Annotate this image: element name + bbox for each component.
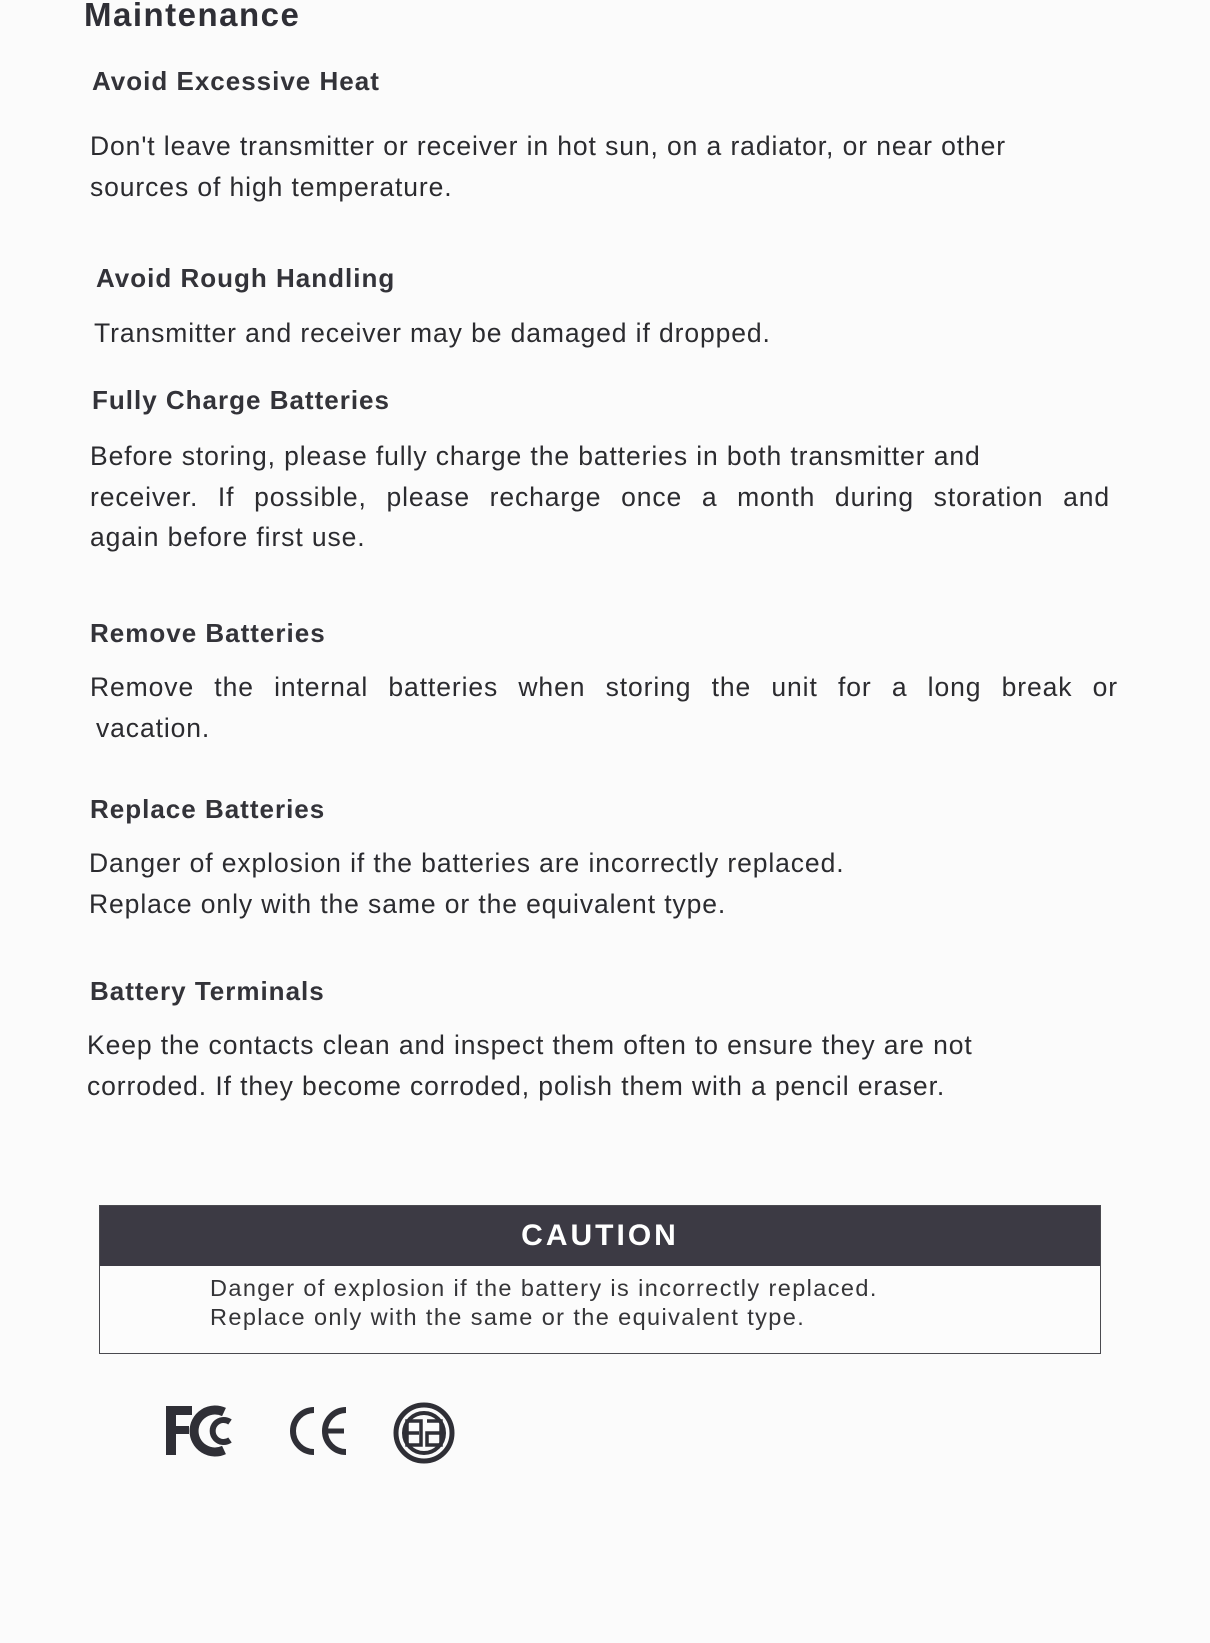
paragraph-line: Before storing, please fully charge the batteries in both transmitter and	[90, 441, 981, 471]
paragraph-line: again before first use.	[90, 522, 366, 552]
paragraph-replace-batteries	[89, 843, 844, 924]
paragraph-line: corroded. If they become corroded, polish them with a pencil eraser.	[87, 1070, 946, 1101]
paragraph-line: Remove the internal batteries when storing the unit for a long break or	[90, 672, 1118, 702]
paragraph-remove-batteries	[90, 667, 1118, 748]
paragraph-line: Danger of explosion if the batteries are incorrectly replaced.	[89, 848, 845, 878]
caution-line: Danger of explosion if the battery is incorrectly replaced.	[210, 1275, 878, 1301]
heading-replace-batteries: Replace Batteries	[90, 794, 326, 824]
paragraph-line: Keep the contacts clean and inspect them often to ensure they are not	[87, 1030, 973, 1060]
caution-title: CAUTION	[100, 1206, 1100, 1266]
ce-mark-icon	[284, 1402, 350, 1460]
paragraph-line: Replace only with the same or the equivalent type.	[89, 888, 727, 919]
heading-remove-batteries: Remove Batteries	[90, 618, 326, 648]
paragraph-avoid-excessive-heat	[90, 126, 1006, 207]
fcc-logo-icon	[164, 1402, 246, 1460]
paragraph-line: receiver. If possible, please recharge once a month during storation and	[90, 481, 1110, 512]
page-title: Maintenance	[84, 0, 301, 33]
heading-fully-charge-batteries: Fully Charge Batteries	[92, 385, 390, 415]
caution-body	[100, 1266, 1100, 1332]
paragraph-line: vacation.	[96, 712, 211, 743]
paragraph-fully-charge-batteries	[90, 436, 1110, 558]
paragraph-line: sources of high temperature.	[90, 171, 453, 202]
heading-battery-terminals: Battery Terminals	[90, 976, 325, 1006]
ek-mark-icon	[391, 1402, 457, 1464]
caution-line: Replace only with the same or the equivalent type.	[210, 1304, 806, 1330]
caution-box	[99, 1205, 1101, 1354]
paragraph-line: Transmitter and receiver may be damaged if dropped.	[94, 318, 771, 348]
heading-avoid-rough-handling: Avoid Rough Handling	[96, 263, 396, 293]
paragraph-battery-terminals	[87, 1025, 973, 1106]
heading-avoid-excessive-heat: Avoid Excessive Heat	[92, 66, 380, 96]
paragraph-avoid-rough-handling	[94, 313, 771, 354]
paragraph-line: Don't leave transmitter or receiver in hot sun, on a radiator, or near other	[90, 131, 1006, 161]
